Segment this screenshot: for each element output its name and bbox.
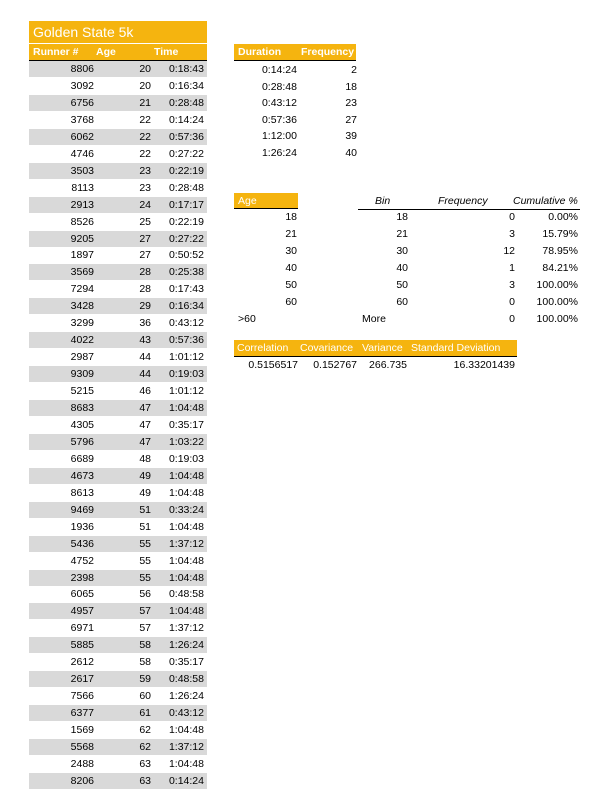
runner-time: 1:04:48 (168, 757, 204, 770)
runner-number: 8613 (70, 486, 94, 499)
runner-time: 0:25:38 (168, 266, 204, 279)
table-row (29, 739, 207, 755)
histogram-bin: 60 (396, 296, 408, 308)
duration-row (234, 128, 358, 144)
runner-age: 55 (139, 571, 151, 584)
runner-age: 24 (139, 198, 151, 211)
runner-number: 1897 (70, 249, 94, 262)
runner-number: 6065 (70, 588, 94, 601)
histogram-frequency: 0 (509, 211, 515, 223)
runner-time: 1:26:24 (168, 690, 204, 703)
table-row (29, 383, 207, 399)
runner-number: 4746 (70, 147, 94, 160)
age-bin-header: Age (234, 193, 298, 209)
histogram-bin: 30 (396, 245, 408, 257)
duration-value: 1:26:24 (261, 146, 297, 159)
table-row (29, 61, 207, 77)
table-row (29, 315, 207, 331)
runner-number: 1936 (70, 520, 94, 533)
runner-time: 0:22:19 (168, 215, 204, 228)
runner-time: 0:27:22 (168, 232, 204, 245)
runner-age: 57 (139, 622, 151, 635)
age-bin-row (234, 226, 298, 242)
runner-number: 9309 (70, 368, 94, 381)
runner-number: 8806 (70, 63, 94, 75)
histogram-row (358, 243, 580, 259)
runner-age: 44 (139, 368, 151, 381)
runner-number: 2987 (70, 351, 94, 364)
histogram-cumulative: 84.21% (542, 262, 578, 274)
table-row (29, 298, 207, 314)
table-row (29, 705, 207, 721)
age-bin-value: 60 (285, 296, 297, 308)
header-bin: Bin (375, 195, 391, 207)
runner-number: 5568 (70, 741, 94, 753)
runner-time: 1:01:12 (168, 351, 204, 364)
header-covariance: Covariance (300, 342, 354, 354)
table-row (29, 756, 207, 772)
header-duration: Duration (238, 46, 282, 58)
header-standard-deviation: Standard Deviation (411, 342, 501, 354)
table-row (29, 468, 207, 484)
value-variance: 266.735 (369, 359, 407, 371)
age-bin-value: 30 (285, 245, 297, 257)
runner-number: 2612 (70, 656, 94, 669)
runner-time: 0:28:48 (168, 181, 204, 194)
header-variance: Variance (362, 342, 403, 354)
histogram-frequency: 12 (503, 245, 515, 257)
runner-age: 60 (139, 690, 151, 703)
stats-header (234, 340, 517, 357)
runner-age: 27 (139, 249, 151, 262)
runner-number: 5885 (70, 639, 94, 652)
runner-time: 0:16:34 (168, 79, 204, 92)
table-row (29, 603, 207, 619)
table-row (29, 146, 207, 162)
header-correlation: Correlation (237, 342, 289, 354)
histogram-cumulative: 100.00% (536, 313, 578, 325)
runner-age: 55 (139, 537, 151, 550)
runner-time: 0:43:12 (168, 317, 204, 330)
runner-age: 63 (139, 774, 151, 787)
runner-time: 1:03:22 (168, 435, 204, 448)
runner-number: 8526 (70, 215, 94, 228)
histogram-frequency: 1 (509, 262, 515, 274)
age-bin-row (234, 277, 298, 293)
runner-number: 4305 (70, 418, 94, 431)
runner-age: 62 (139, 724, 151, 737)
runner-time: 0:27:22 (168, 147, 204, 160)
runner-number: 3299 (70, 317, 94, 330)
table-row (29, 451, 207, 467)
runner-age: 56 (139, 588, 151, 601)
runner-number: 8206 (70, 774, 94, 787)
runner-age: 21 (139, 96, 151, 109)
duration-value: 0:43:12 (261, 97, 297, 109)
runner-time: 0:57:36 (168, 334, 204, 347)
runner-number: 2398 (70, 571, 94, 584)
histogram-frequency: 0 (509, 296, 515, 308)
table-row (29, 400, 207, 416)
table-row (29, 502, 207, 518)
runner-age: 51 (139, 520, 151, 533)
runner-time: 0:33:24 (168, 503, 204, 516)
runner-number: 4957 (70, 605, 94, 618)
table-row (29, 536, 207, 552)
duration-frequency: 18 (345, 80, 357, 93)
runner-number: 3092 (70, 79, 94, 92)
runner-time: 0:48:58 (168, 588, 204, 601)
value-standard-deviation: 16.33201439 (453, 359, 515, 371)
runner-number: 6377 (70, 707, 94, 720)
header-time: Time (154, 46, 179, 58)
table-row (29, 197, 207, 213)
runner-number: 3569 (70, 266, 94, 279)
runner-number: 7566 (70, 690, 94, 703)
age-bin-value: 18 (285, 211, 297, 223)
table-row (29, 281, 207, 297)
histogram-row (358, 294, 580, 310)
runner-number: 4673 (70, 469, 94, 482)
histogram-row (358, 311, 580, 327)
runner-age: 63 (139, 757, 151, 770)
table-row (29, 620, 207, 636)
runner-time: 1:04:48 (168, 724, 204, 737)
runner-age: 22 (139, 113, 151, 126)
runner-number: 4022 (70, 334, 94, 347)
age-bin-row (234, 260, 298, 276)
sheet-title: Golden State 5k (29, 21, 207, 43)
runner-time: 0:35:17 (168, 656, 204, 669)
runner-number: 3428 (70, 300, 94, 313)
duration-row (234, 62, 358, 78)
histogram-row (358, 277, 580, 293)
runner-number: 2617 (70, 673, 94, 686)
runner-number: 8683 (70, 402, 94, 414)
runner-time: 0:35:17 (168, 418, 204, 431)
table-row (29, 247, 207, 263)
histogram-cumulative: 78.95% (542, 245, 578, 257)
table-row (29, 434, 207, 450)
runner-age: 46 (139, 385, 151, 398)
runner-age: 51 (139, 503, 151, 516)
table-row (29, 163, 207, 179)
runner-time: 0:22:19 (168, 164, 204, 177)
table-row (29, 570, 207, 586)
runner-time: 0:28:48 (168, 96, 204, 109)
histogram-cumulative: 0.00% (548, 211, 578, 223)
runner-number: 9469 (70, 503, 94, 516)
header-runner: Runner # (33, 46, 79, 58)
runner-age: 25 (139, 215, 151, 228)
runner-time: 0:16:34 (168, 300, 204, 313)
runner-age: 28 (139, 266, 151, 279)
runner-age: 55 (139, 554, 151, 567)
histogram-bin: 21 (396, 228, 408, 240)
runner-time: 1:04:48 (168, 554, 204, 567)
table-row (29, 231, 207, 247)
runner-time: 1:37:12 (168, 622, 204, 635)
runner-time: 0:43:12 (168, 707, 204, 720)
table-row (29, 722, 207, 738)
runner-table-header (29, 44, 207, 61)
age-bin-value: 40 (285, 262, 297, 274)
histogram-frequency: 3 (509, 279, 515, 291)
runner-number: 6756 (70, 96, 94, 109)
histogram-row (358, 260, 580, 276)
table-row (29, 586, 207, 602)
duration-value: 0:57:36 (261, 113, 297, 126)
runner-age: 47 (139, 418, 151, 431)
duration-value: 0:28:48 (261, 80, 297, 93)
runner-number: 3503 (70, 164, 94, 177)
table-row (29, 773, 207, 789)
table-row (29, 519, 207, 535)
runner-number: 8113 (71, 181, 94, 194)
runner-number: 4752 (70, 554, 94, 567)
runner-time: 1:04:48 (168, 520, 204, 533)
runner-time: 1:37:12 (168, 741, 204, 753)
runner-age: 23 (139, 181, 151, 194)
runner-time: 1:04:48 (168, 605, 204, 618)
table-row (29, 349, 207, 365)
stats-values-row (234, 357, 517, 373)
table-row (29, 332, 207, 348)
runner-time: 0:48:58 (168, 673, 204, 686)
runner-age: 49 (139, 486, 151, 499)
histogram-bin: 40 (396, 262, 408, 274)
histogram-frequency: 0 (509, 313, 515, 325)
histogram-row (358, 226, 580, 242)
table-row (29, 654, 207, 670)
histogram-cumulative: 100.00% (536, 279, 578, 291)
runner-time: 0:18:43 (168, 63, 204, 75)
table-row (29, 214, 207, 230)
histogram-header (358, 193, 580, 210)
runner-time: 0:19:03 (168, 368, 204, 381)
runner-age: 62 (139, 741, 151, 753)
duration-table-header (234, 44, 356, 61)
runner-age: 58 (139, 656, 151, 669)
value-covariance: 0.152767 (313, 359, 357, 371)
table-row (29, 485, 207, 501)
runner-age: 44 (139, 351, 151, 364)
runner-time: 1:04:48 (168, 571, 204, 584)
value-correlation: 0.5156517 (248, 359, 298, 371)
age-bin-row (234, 243, 298, 259)
histogram-cumulative: 15.79% (542, 228, 578, 240)
runner-age: 57 (139, 605, 151, 618)
runner-number: 6971 (70, 622, 94, 635)
runner-time: 1:37:12 (168, 537, 204, 550)
table-row (29, 553, 207, 569)
histogram-bin: 50 (396, 279, 408, 291)
runner-time: 1:26:24 (168, 639, 204, 652)
table-row (29, 129, 207, 145)
runner-time: 1:04:48 (168, 402, 204, 414)
runner-age: 20 (139, 79, 151, 92)
table-row (29, 78, 207, 94)
runner-age: 20 (139, 63, 151, 75)
runner-time: 1:04:48 (168, 486, 204, 499)
duration-row (234, 79, 358, 95)
runner-age: 59 (139, 673, 151, 686)
runner-age: 47 (139, 435, 151, 448)
runner-number: 3768 (70, 113, 94, 126)
runner-time: 1:04:48 (168, 469, 204, 482)
histogram-frequency: 3 (509, 228, 515, 240)
runner-age: 43 (139, 334, 151, 347)
duration-frequency: 27 (345, 113, 357, 126)
age-bin-value: 21 (285, 228, 297, 240)
duration-row (234, 112, 358, 128)
duration-value: 1:12:00 (261, 130, 297, 142)
duration-row (234, 95, 358, 111)
runner-age: 36 (139, 317, 151, 330)
header-frequency: Frequency (301, 46, 355, 58)
runner-age: 27 (139, 232, 151, 245)
runner-number: 5215 (70, 385, 94, 398)
runner-age: 58 (139, 639, 151, 652)
duration-frequency: 2 (351, 64, 357, 76)
age-bin-row (234, 294, 298, 310)
histogram-cumulative: 100.00% (536, 296, 578, 308)
runner-time: 0:17:17 (168, 198, 204, 211)
histogram-row (358, 209, 580, 225)
table-row (29, 112, 207, 128)
age-bin-value: 50 (285, 279, 297, 291)
runner-number: 5796 (70, 435, 94, 448)
runner-age: 61 (139, 707, 151, 720)
table-row (29, 180, 207, 196)
runner-time: 0:50:52 (168, 249, 204, 262)
table-row (29, 671, 207, 687)
runner-number: 6062 (70, 130, 94, 143)
runner-time: 0:19:03 (168, 452, 204, 465)
runner-time: 1:01:12 (168, 385, 204, 398)
table-row (29, 637, 207, 653)
runner-age: 23 (139, 164, 151, 177)
runner-age: 47 (139, 402, 151, 414)
runner-time: 0:17:43 (168, 283, 204, 296)
duration-frequency: 23 (345, 97, 357, 109)
table-row (29, 417, 207, 433)
runner-age: 48 (139, 452, 151, 465)
table-row (29, 688, 207, 704)
duration-frequency: 40 (345, 146, 357, 159)
runner-age: 29 (139, 300, 151, 313)
duration-frequency: 39 (345, 130, 357, 142)
age-bin-row (234, 311, 298, 327)
histogram-bin: More (362, 313, 386, 325)
duration-value: 0:14:24 (261, 64, 297, 76)
table-row (29, 366, 207, 382)
header-hist-frequency: Frequency (438, 195, 488, 207)
histogram-bin: 18 (396, 211, 408, 223)
runner-age: 49 (139, 469, 151, 482)
runner-time: 0:57:36 (168, 130, 204, 143)
duration-row (234, 145, 358, 161)
runner-age: 22 (139, 130, 151, 143)
age-bin-value: >60 (238, 313, 256, 325)
header-age: Age (96, 46, 116, 58)
runner-number: 1569 (70, 724, 94, 737)
runner-age: 22 (139, 147, 151, 160)
runner-number: 2488 (70, 757, 94, 770)
runner-time: 0:14:24 (168, 113, 204, 126)
runner-age: 28 (139, 283, 151, 296)
table-row (29, 95, 207, 111)
age-bin-row (234, 209, 298, 225)
table-row (29, 264, 207, 280)
runner-number: 2913 (70, 198, 94, 211)
runner-number: 5436 (70, 537, 94, 550)
runner-number: 7294 (70, 283, 94, 296)
header-cumulative: Cumulative % (513, 195, 578, 207)
runner-number: 6689 (70, 452, 94, 465)
runner-number: 9205 (70, 232, 94, 245)
runner-time: 0:14:24 (168, 774, 204, 787)
